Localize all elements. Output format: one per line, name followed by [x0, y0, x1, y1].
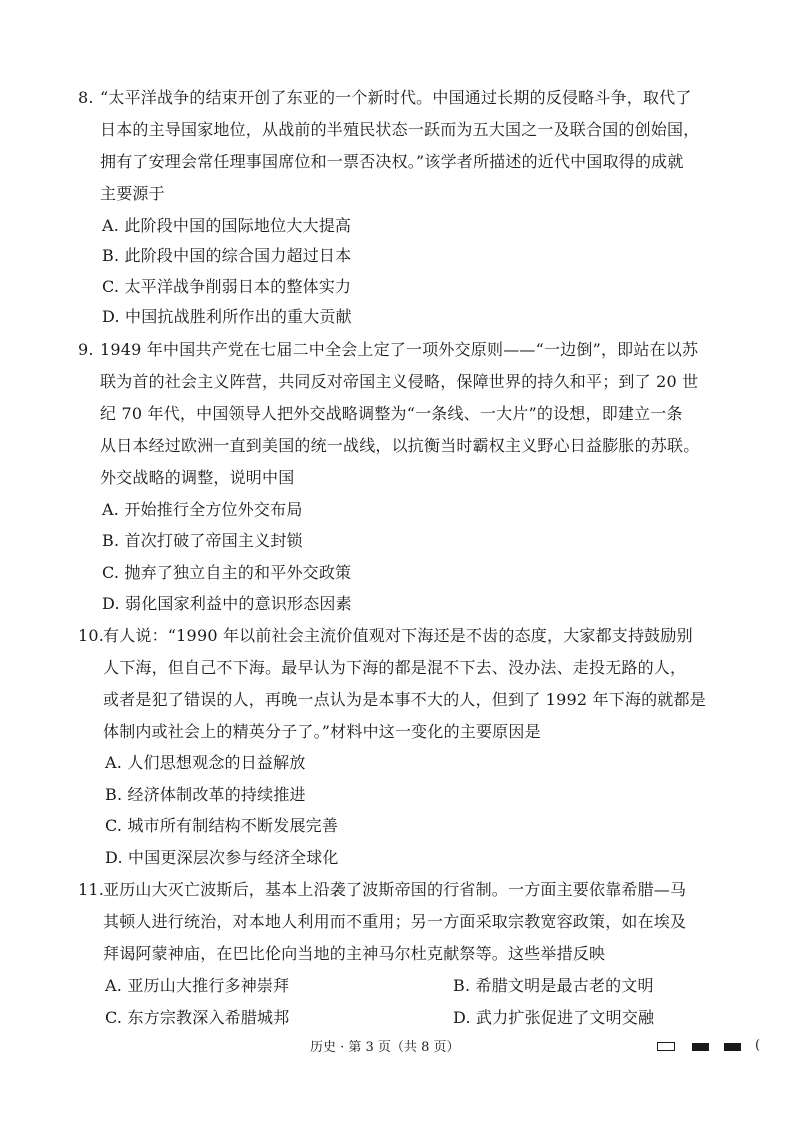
question-10-stem-line-1: 有人说：“1990 年以前社会主流价值观对下海还是不齿的态度，大家都支持鼓励别: [103, 626, 693, 645]
question-10-stem-line-4: 体制内或社会上的精英分子了。”材料中这一变化的主要原因是: [103, 722, 541, 741]
question-10-stem-line-2: 人下海，但自己不下海。最早认为下海的都是混不下去、没办法、走投无路的人，: [103, 658, 687, 677]
question-9-stem-line-5: 外交战略的调整，说明中国: [100, 468, 295, 487]
scan-marker-outline: [657, 1042, 675, 1051]
question-10-option-b: B. 经济体制改革的持续推进: [105, 785, 306, 804]
question-8-option-b: B. 此阶段中国的综合国力超过日本: [102, 246, 352, 265]
question-11-option-b: B. 希腊文明是最古老的文明: [453, 976, 654, 995]
question-8-option-c: C. 太平洋战争削弱日本的整体实力: [102, 277, 352, 296]
question-11-option-c: C. 东方宗教深入希腊城邦: [105, 1008, 290, 1027]
question-9-option-b: B. 首次打破了帝国主义封锁: [102, 531, 303, 550]
page-number-label: 历史 · 第 3 页（共 8 页）: [310, 1040, 460, 1055]
question-10-stem-line-3: 或者是犯了错误的人，再晚一点认为是本事不大的人，但到了 1992 年下海的就都是: [103, 690, 706, 709]
question-8-option-a: A. 此阶段中国的国际地位大大提高: [102, 216, 352, 235]
question-11-stem-line-3: 拜谒阿蒙神庙，在巴比伦向当地的主神马尔杜克献祭等。这些举措反映: [103, 944, 606, 963]
question-8-stem-line-2: 日本的主导国家地位，从战前的半殖民状态一跃而为五大国之一及联合国的创始国，: [100, 120, 700, 139]
question-10-number: 10.: [78, 626, 105, 645]
question-10-option-d: D. 中国更深层次参与经济全球化: [105, 848, 339, 867]
question-9-stem-line-2: 联为首的社会主义阵营，共同反对帝国主义侵略，保障世界的持久和平；到了 20 世: [100, 372, 699, 391]
question-8-number: 8.: [78, 88, 94, 107]
question-10-option-a: A. 人们思想观念的日益解放: [105, 753, 306, 772]
question-10-option-c: C. 城市所有制结构不断发展完善: [105, 816, 339, 835]
question-8-stem-line-3: 拥有了安理会常任理事国席位和一票否决权。”该学者所描述的近代中国取得的成就: [100, 152, 684, 171]
question-9-stem-line-3: 纪 70 年代，中国领导人把外交战略调整为“一条线、一大片”的设想，即建立一条: [100, 404, 683, 423]
scan-marker-solid-2: [724, 1043, 741, 1051]
question-11-option-d: D. 武力扩张促进了文明交融: [453, 1008, 655, 1027]
question-9-stem-line-1: 1949 年中国共产党在七届二中全会上定了一项外交原则——“一边倒”，即站在以苏: [100, 340, 699, 359]
question-11-stem-line-2: 其顿人进行统治，对本地人利用而不重用；另一方面采取宗教宽容政策，如在埃及: [103, 912, 687, 931]
question-8-stem-line-4: 主要源于: [100, 184, 165, 203]
question-9-stem-line-4: 从日本经过欧洲一直到美国的统一战线，以抗衡当时霸权主义野心日益膨胀的苏联。: [100, 436, 700, 455]
question-9-number: 9.: [78, 340, 94, 359]
question-9-option-c: C. 抛弃了独立自主的和平外交政策: [102, 563, 352, 582]
question-11-option-a: A. 亚历山大推行多神崇拜: [105, 976, 290, 995]
question-8-stem-line-1: “太平洋战争的结束开创了东亚的一个新时代。中国通过长期的反侵略斗争，取代了: [100, 88, 692, 107]
question-9-option-d: D. 弱化国家利益中的意识形态因素: [102, 594, 352, 613]
margin-paren: (: [755, 1038, 761, 1053]
question-11-stem-line-1: 亚历山大灭亡波斯后，基本上沿袭了波斯帝国的行省制。一方面主要依靠希腊—马: [103, 880, 687, 899]
question-11-number: 11.: [78, 880, 105, 899]
question-9-option-a: A. 开始推行全方位外交布局: [102, 500, 303, 519]
question-8-option-d: D. 中国抗战胜利所作出的重大贡献: [102, 307, 352, 326]
scan-marker-solid-1: [692, 1043, 709, 1051]
